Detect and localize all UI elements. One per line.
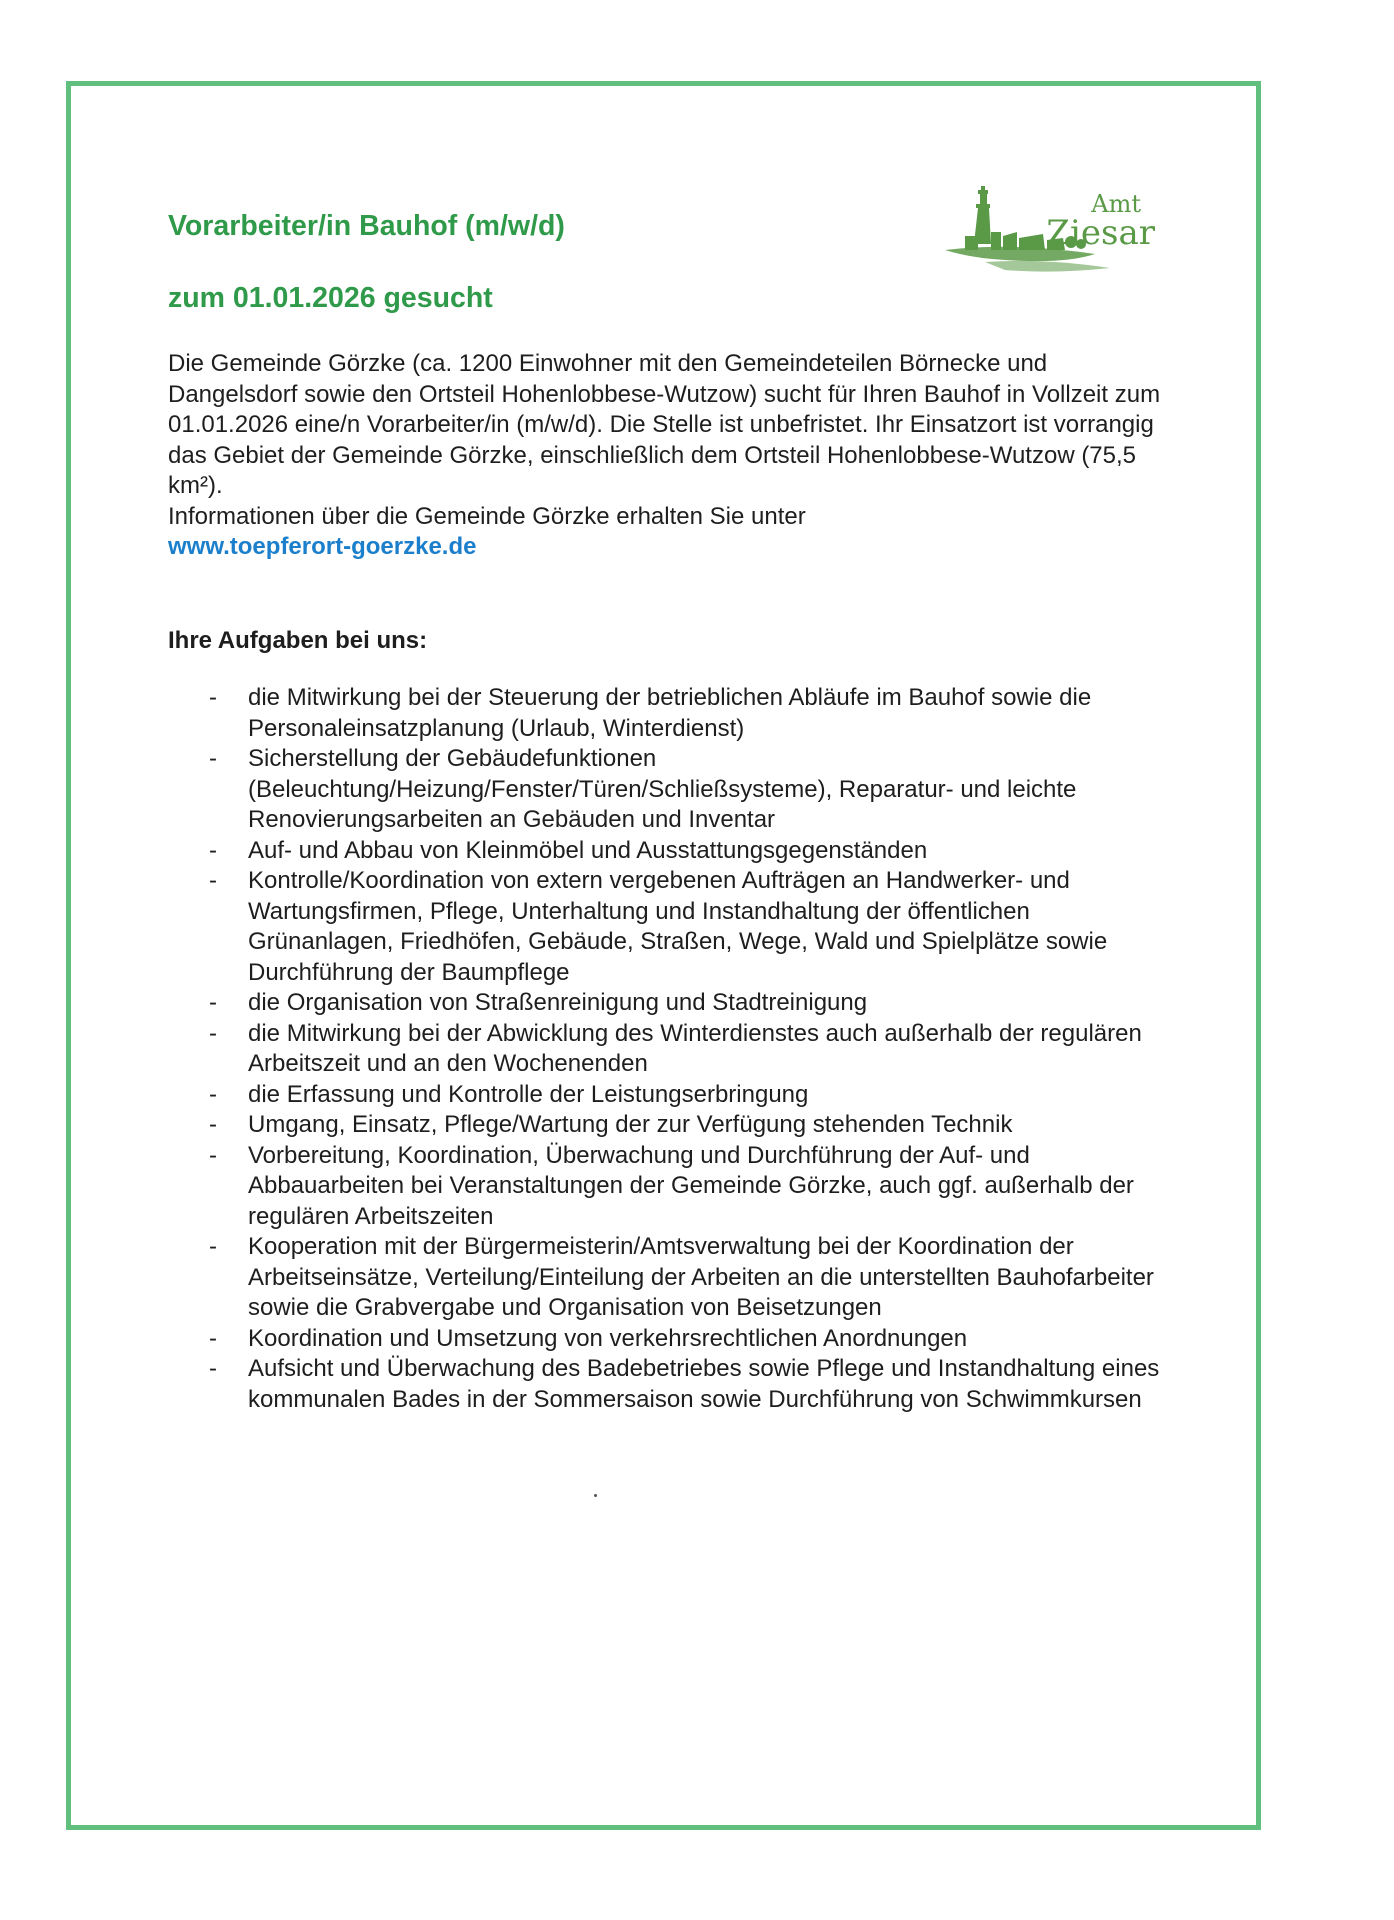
intro-section xyxy=(168,349,1178,563)
list-item xyxy=(168,988,1178,1019)
list-item xyxy=(168,1141,1178,1233)
bullet-dash: - xyxy=(209,684,217,711)
list-item xyxy=(168,866,1178,988)
task-text: Kooperation mit der Bürgermeisterin/Amtsverwaltung bei der Koordination der Arbeitseinsätze, Verteilung/Einteilung der Arbeiten an die unterstellten Bauhofarbeiter sowie die Grabvergabe und Organisation von Beisetzungen xyxy=(248,1233,1154,1321)
task-text: Auf- und Abbau von Kleinmöbel und Ausstattungsgegenständen xyxy=(248,836,928,864)
amt-ziesar-logo xyxy=(945,178,1160,278)
svg-text:Ziesar: Ziesar xyxy=(1046,213,1155,253)
task-text: die Organisation von Straßenreinigung und Stadtreinigung xyxy=(248,989,868,1016)
list-item xyxy=(168,1110,1178,1141)
job-start-date: zum 01.01.2026 gesucht xyxy=(168,282,493,314)
bullet-dash: - xyxy=(209,867,217,894)
list-item xyxy=(168,1080,1178,1111)
bullet-dash: - xyxy=(209,745,217,772)
info-line: Informationen über die Gemeinde Görzke erhalten Sie unter xyxy=(168,502,806,530)
bullet-dash: - xyxy=(209,1019,217,1047)
list-item xyxy=(168,1324,1178,1355)
task-text: die Mitwirkung bei der Abwicklung des Winterdienstes auch außerhalb der regulären Arbeitszeit und an den Wochenenden xyxy=(248,1019,1142,1077)
job-title: Vorarbeiter/in Bauhof (m/w/d) xyxy=(168,210,565,242)
list-item xyxy=(168,1019,1178,1080)
task-text: Kontrolle/Koordination von extern vergebenen Aufträgen an Handwerker- und Wartungsfirmen, Pflege, Unterhaltung und Instandhaltung der öffentlichen Grünanlagen, Friedhöfen, Gebäude, Straßen, Wege, Wald und Spielplätze sowie Durchführung der Baumpflege xyxy=(248,867,1108,986)
task-text: Umgang, Einsatz, Pflege/Wartung der zur Verfügung stehenden Technik xyxy=(248,1111,1013,1138)
bullet-dash: - xyxy=(209,1141,217,1169)
bullet-dash: - xyxy=(209,836,217,864)
list-item xyxy=(168,836,1178,867)
task-text: Aufsicht und Überwachung des Badebetriebes sowie Pflege und Instandhaltung eines kommunalen Bades in der Sommersaison sowie Durchführung von Schwimmkursen xyxy=(248,1355,1160,1413)
bullet-dash: - xyxy=(209,1324,217,1352)
bullet-dash: - xyxy=(209,1233,217,1260)
tasks-heading: Ihre Aufgaben bei uns: xyxy=(168,627,428,654)
svg-text:Amt: Amt xyxy=(1091,190,1141,218)
bullet-dash: - xyxy=(209,1080,217,1108)
list-item xyxy=(168,744,1178,836)
task-text: die Mitwirkung bei der Steuerung der betrieblichen Abläufe im Bauhof sowie die Personaleinsatzplanung (Urlaub, Winterdienst) xyxy=(248,684,1092,742)
task-text: die Erfassung und Kontrolle der Leistungserbringung xyxy=(248,1080,809,1108)
list-item xyxy=(168,683,1178,744)
intro-paragraph: Die Gemeinde Görzke (ca. 1200 Einwohner mit den Gemeindeteilen Börnecke und Dangelsdorf sowie den Ortsteil Hohenlobbese-Wutzow) sucht für Ihren Bauhof in Vollzeit zum 01.01.2026 eine/n Vorarbeiter/in (m/w/d). Die Stelle ist unbefristet. Ihr Einsatzort ist vorrangig das Gebiet der Gemeinde Görzke, einschließlich dem Ortsteil Hohenlobbese-Wutzow (75,5 km²). xyxy=(168,350,1161,499)
task-text: Sicherstellung der Gebäudefunktionen (Beleuchtung/Heizung/Fenster/Türen/Schließsysteme), Reparatur- und leichte Renovierungsarbeiten an Gebäuden und Inventar xyxy=(248,745,1077,833)
list-item xyxy=(168,1232,1178,1324)
scan-speck xyxy=(594,1494,597,1497)
tasks-list xyxy=(168,683,1178,1415)
task-text: Vorbereitung, Koordination, Überwachung und Durchführung der Auf- und Abbauarbeiten bei Veranstaltungen der Gemeinde Görzke, auch ggf. außerhalb der regulären Arbeitszeiten xyxy=(248,1141,1134,1230)
list-item xyxy=(168,1354,1178,1415)
bullet-dash: - xyxy=(209,989,217,1016)
website-link[interactable]: www.toepferort-goerzke.de xyxy=(168,533,477,560)
bullet-dash: - xyxy=(209,1355,217,1382)
task-text: Koordination und Umsetzung von verkehrsrechtlichen Anordnungen xyxy=(248,1324,968,1352)
bullet-dash: - xyxy=(209,1111,217,1138)
